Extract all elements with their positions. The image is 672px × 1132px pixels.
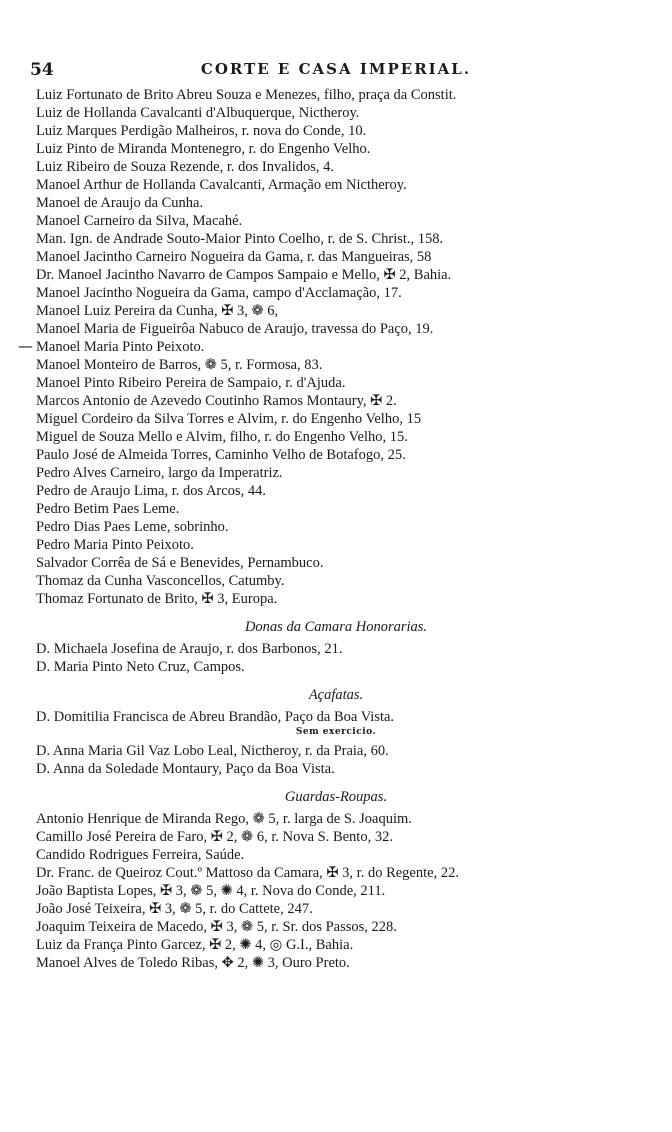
list-item: Marcos Antonio de Azevedo Coutinho Ramos Montaury, ✠ 2. [36,393,397,409]
margin-mark: — [18,337,33,355]
list-item: D. Domitilia Francisca de Abreu Brandão, Paço da Boa Vista. [36,709,395,725]
running-title: CORTE E CASA IMPERIAL. [200,60,472,78]
list-item: Luiz Pinto de Miranda Montenegro, r. do Engenho Velho. [36,141,371,157]
list-item: Man. Ign. de Andrade Souto-Maior Pinto Coelho, r. de S. Christ., 158. [36,231,444,247]
list-item: Manoel Arthur de Hollanda Cavalcanti, Armação em Nictheroy. [36,177,407,193]
list-item: Antonio Henrique de Miranda Rego, ❁ 5, r. larga de S. Joaquim. [36,811,412,827]
list-item: D. Anna Maria Gil Vaz Lobo Leal, Nictheroy, r. da Praia, 60. [36,743,389,759]
list-item: Manoel Maria Pinto Peixoto. [36,339,205,355]
list-item: D. Maria Pinto Neto Cruz, Campos. [36,659,245,675]
list-item: Manoel Luiz Pereira da Cunha, ✠ 3, ❁ 6, [36,303,279,319]
list-item: Manoel Carneiro da Silva, Macahé. [36,213,243,229]
list-item: Manoel Alves de Toledo Ribas, ✥ 2, ✺ 3, Ouro Preto. [36,955,350,971]
list-item: Pedro Betim Paes Leme. [36,501,180,517]
section-note: Sem exercicio. [295,727,377,737]
list-item: Pedro Dias Paes Leme, sobrinho. [36,519,229,535]
list-item: D. Michaela Josefina de Araujo, r. dos Barbonos, 21. [36,641,343,657]
list-item: Dr. Manoel Jacintho Navarro de Campos Sampaio e Mello, ✠ 2, Bahia. [36,267,452,283]
list-item: Salvador Corrêa de Sá e Benevides, Pernambuco. [36,555,324,571]
list-item: Thomaz da Cunha Vasconcellos, Catumby. [36,573,285,589]
list-item: Miguel de Souza Mello e Alvim, filho, r. do Engenho Velho, 15. [36,429,408,445]
page-header [30,60,642,84]
list-item: Manoel Jacintho Nogueira da Gama, campo d'Acclamação, 17. [36,285,402,301]
list-item: Manoel Pinto Ribeiro Pereira de Sampaio, r. d'Ajuda. [36,375,346,391]
list-item: Paulo José de Almeida Torres, Caminho Velho de Botafogo, 25. [36,447,406,463]
list-item: Dr. Franc. de Queiroz Cout.º Mattoso da Camara, ✠ 3, r. do Regente, 22. [36,865,459,881]
section-heading: Donas da Camara Honorarias. [244,619,428,635]
list-item: Luiz Fortunato de Brito Abreu Souza e Menezes, filho, praça da Constit. [36,87,457,103]
list-item: Manoel de Araujo da Cunha. [36,195,204,211]
list-item: D. Anna da Soledade Montaury, Paço da Boa Vista. [36,761,335,777]
page-number: 54 [30,60,54,80]
list-item: Luiz Ribeiro de Souza Rezende, r. dos Invalidos, 4. [36,159,334,175]
list-item: Manoel Maria de Figueirôa Nabuco de Araujo, travessa do Paço, 19. [36,321,434,337]
list-item: Manoel Monteiro de Barros, ❁ 5, r. Formosa, 83. [36,357,323,373]
list-item: João José Teixeira, ✠ 3, ❁ 5, r. do Cattete, 247. [36,901,313,917]
list-item: Pedro de Araujo Lima, r. dos Arcos, 44. [36,483,266,499]
list-item: Thomaz Fortunato de Brito, ✠ 3, Europa. [36,591,278,607]
list-item: Pedro Alves Carneiro, largo da Imperatriz. [36,465,283,481]
list-item: Miguel Cordeiro da Silva Torres e Alvim, r. do Engenho Velho, 15 [36,411,422,427]
list-item: Pedro Maria Pinto Peixoto. [36,537,194,553]
list-item: Manoel Jacintho Carneiro Nogueira da Gama, r. das Mangueiras, 58 [36,249,432,265]
list-item: Luiz de Hollanda Cavalcanti d'Albuquerque, Nictheroy. [36,105,360,121]
section-heading: Açafatas. [308,687,364,703]
section-heading: Guardas-Roupas. [284,789,388,805]
list-item: Luiz da França Pinto Garcez, ✠ 2, ✺ 4, ◎ G.I., Bahia. [36,937,354,953]
list-item: Camillo José Pereira de Faro, ✠ 2, ❁ 6, r. Nova S. Bento, 32. [36,829,393,845]
list-item: Joaquim Teixeira de Macedo, ✠ 3, ❁ 5, r. Sr. dos Passos, 228. [36,919,397,935]
list-item: Candido Rodrigues Ferreira, Saúde. [36,847,245,863]
list-item: Luiz Marques Perdigão Malheiros, r. nova do Conde, 10. [36,123,367,139]
list-item: João Baptista Lopes, ✠ 3, ❁ 5, ✺ 4, r. Nova do Conde, 211. [36,883,386,899]
